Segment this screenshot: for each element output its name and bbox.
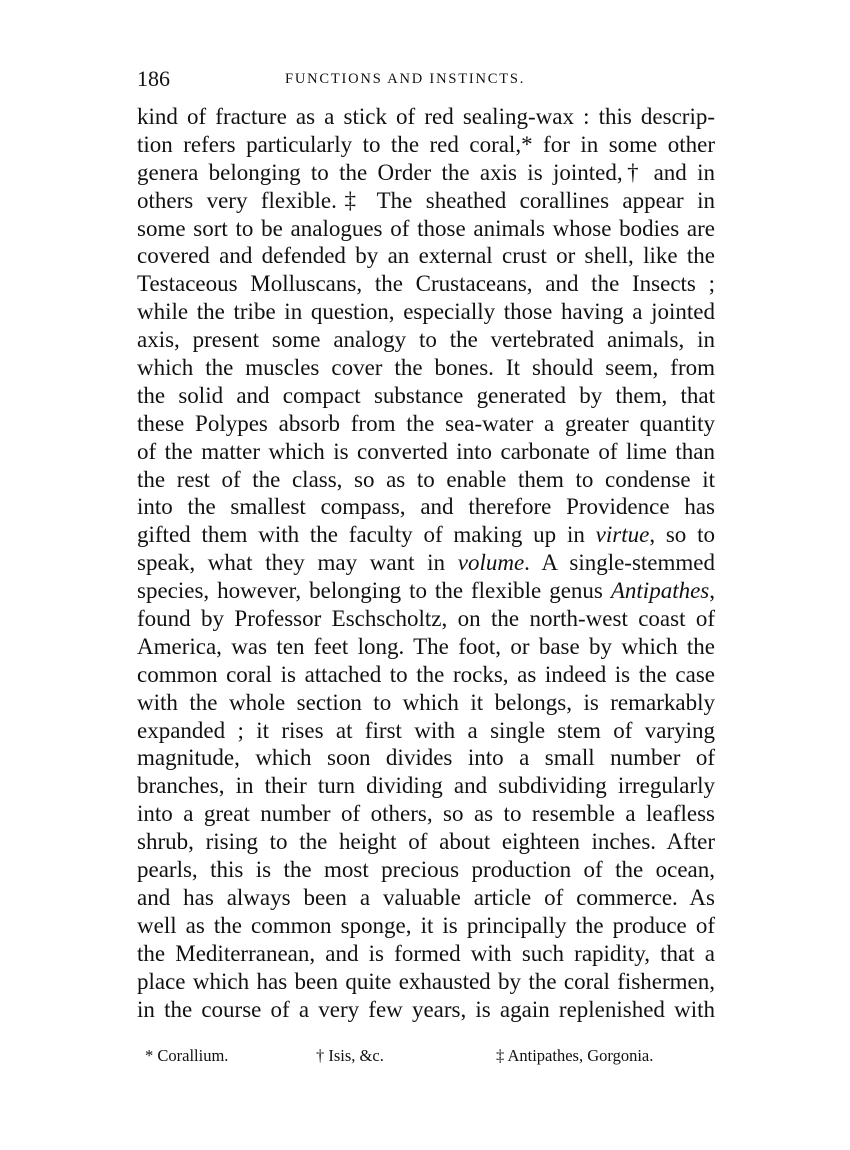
- text-line: in the course of a very few years, is again replenished with: [137, 996, 715, 1022]
- text-line: and has always been a valuable article of commerce. As: [137, 884, 715, 910]
- text-line: magnitude, which soon divides into a small number of: [137, 745, 715, 771]
- running-head: FUNCTIONS AND INSTINCTS.: [285, 71, 526, 87]
- text-line: common coral is attached to the rocks, as indeed is the case: [137, 661, 715, 687]
- body-text: [137, 103, 715, 1023]
- text-line: into the smallest compass, and therefore Providence has: [137, 494, 715, 520]
- page-number: 186: [137, 66, 170, 91]
- text-line: shrub, rising to the height of about eighteen inches. After: [137, 829, 715, 855]
- text-line: genera belonging to the Order the axis is jointed,† and in: [137, 159, 715, 185]
- text-line: branches, in their turn dividing and subdividing irregularly: [137, 773, 715, 799]
- text-line: species, however, belonging to the flexible genus Antipathes,: [137, 578, 715, 604]
- text-line: the rest of the class, so as to enable them to condense it: [137, 466, 715, 492]
- footnote-antipathes: ‡ Antipathes, Gorgonia.: [496, 1046, 654, 1065]
- text-line: gifted them with the faculty of making up in virtue, so to: [137, 522, 715, 548]
- text-line: Testaceous Molluscans, the Crustaceans, and the Insects ;: [137, 271, 715, 297]
- text-line: pearls, this is the most precious production of the ocean,: [137, 857, 715, 883]
- text-line: well as the common sponge, it is principally the produce of: [137, 912, 715, 938]
- text-line: tion refers particularly to the red coral,* for in some other: [137, 131, 715, 157]
- text-line: the solid and compact substance generated by them, that: [137, 382, 715, 408]
- text-line: into a great number of others, so as to resemble a leafless: [137, 801, 715, 827]
- text-line: expanded ; it rises at first with a single stem of varying: [137, 717, 715, 743]
- footnote-isis: † Isis, &c.: [316, 1046, 384, 1065]
- text-line: covered and defended by an external crust or shell, like the: [137, 243, 715, 269]
- text-line: axis, present some analogy to the vertebrated animals, in: [137, 327, 715, 353]
- text-line: some sort to be analogues of those animals whose bodies are: [137, 215, 715, 241]
- text-line: with the whole section to which it belongs, is remarkably: [137, 689, 715, 715]
- text-line: others very flexible.‡ The sheathed corallines appear in: [137, 187, 715, 213]
- text-line: America, was ten feet long. The foot, or base by which the: [137, 633, 715, 659]
- text-line: found by Professor Eschscholtz, on the north-west coast of: [137, 606, 715, 632]
- text-line: while the tribe in question, especially those having a jointed: [137, 299, 715, 325]
- footnote-corallium: * Corallium.: [145, 1046, 229, 1065]
- text-line: place which has been quite exhausted by the coral fishermen,: [137, 968, 715, 994]
- text-line: which the muscles cover the bones. It should seem, from: [137, 355, 715, 381]
- page-header: [137, 64, 715, 94]
- text-line: speak, what they may want in volume. A single-stemmed: [137, 550, 716, 576]
- text-line: of the matter which is converted into carbonate of lime than: [137, 438, 715, 464]
- text-line: these Polypes absorb from the sea-water a greater quantity: [137, 410, 715, 436]
- footnotes: [145, 1044, 705, 1068]
- text-line: the Mediterranean, and is formed with such rapidity, that a: [137, 940, 715, 966]
- text-line: kind of fracture as a stick of red sealing-wax : this descrip-: [137, 104, 715, 129]
